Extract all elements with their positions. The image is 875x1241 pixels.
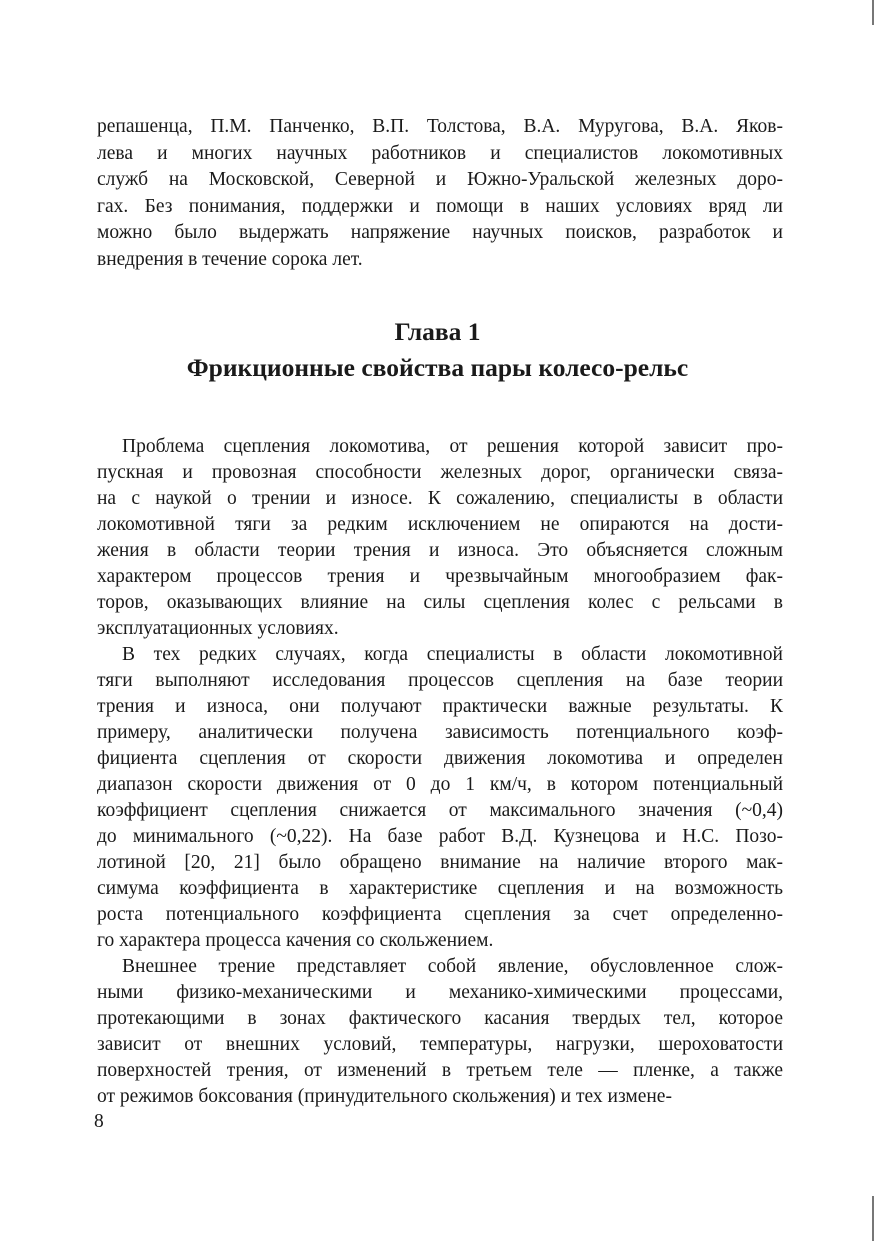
text-line: симума коэффициента в характеристике сцепления и на возможность [97,878,783,899]
text-line: диапазон скорости движения от 0 до 1 км/ч, в котором потенциальный [97,774,783,795]
crop-mark-bottom [872,1196,874,1241]
chapter-title: Фрикционные свойства пары колесо-рельс [186,353,689,382]
text-line: фициента сцепления от скорости движения локомотива и определен [97,748,783,769]
text-line: пускная и провозная способности железных дорог, органически связа- [97,462,783,483]
text-line: протекающими в зонах фактического касания твердых тел, которое [97,1008,783,1029]
text-line: тяги выполняют исследования процессов сцепления на базе теории [97,670,783,691]
text-line: до минимального (~0,22). На базе работ В.Д. Кузнецова и Н.С. Позо- [97,826,783,847]
text-line: жения в области теории трения и износа. Это объясняется сложным [97,540,783,561]
intro-paragraph [97,114,783,274]
text-line: коэффициент сцепления снижается от максимального значения (~0,4) [97,800,783,821]
text-line: локомотивной тяги за редким исключением не опираются на дости- [97,514,783,535]
text-line: можно было выдержать напряжение научных поисков, разработок и [97,222,783,244]
text-line: служб на Московской, Северной и Южно-Уральской железных доро- [97,169,783,191]
text-line: роста потенциального коэффициента сцепления за счет определенно- [97,904,783,925]
text-line: лева и многих научных работников и специалистов локомотивных [97,142,783,164]
chapter-number: Глава 1 [394,317,481,346]
text-line: характером процессов трения и чрезвычайным многообразием фак- [97,566,783,587]
text-line: Проблема сцепления локомотива, от решения которой зависит про- [122,436,783,457]
page-number: 8 [94,1111,104,1132]
text-line: внедрения в течение сорока лет. [97,248,363,270]
text-line: от режимов боксования (принудительного скольжения) и тех измене- [97,1086,672,1107]
crop-mark-top [872,0,874,25]
text-line: зависит от внешних условий, температуры, нагрузки, шероховатости [97,1034,783,1055]
text-line: торов, оказывающих влияние на силы сцепления колес с рельсами в [97,592,783,613]
text-line: поверхностей трения, от изменений в третьем теле — пленке, а также [97,1060,783,1081]
text-line: примеру, аналитически получена зависимость потенциального коэф- [97,722,783,743]
text-line: В тех редких случаях, когда специалисты в области локомотивной [122,644,783,665]
text-line: лотиной [20, 21] было обращено внимание на наличие второго мак- [97,852,783,873]
text-line: гах. Без понимания, поддержки и помощи в наших условиях вряд ли [97,195,783,217]
text-line: Внешнее трение представляет собой явление, обусловленное слож- [122,956,783,977]
text-line: трения и износа, они получают практически важные результаты. К [97,696,783,717]
chapter-body [97,434,783,1110]
text-line: эксплуатационных условиях. [97,618,339,639]
text-line: репашенца, П.М. Панченко, В.П. Толстова, В.А. Муругова, В.А. Яков- [97,116,783,137]
text-line: ными физико-механическими и механико-химическими процессами, [97,982,783,1003]
text-line: го характера процесса качения со скольжением. [97,930,494,951]
text-line: на с наукой о трении и износе. К сожалению, специалисты в области [97,488,783,509]
